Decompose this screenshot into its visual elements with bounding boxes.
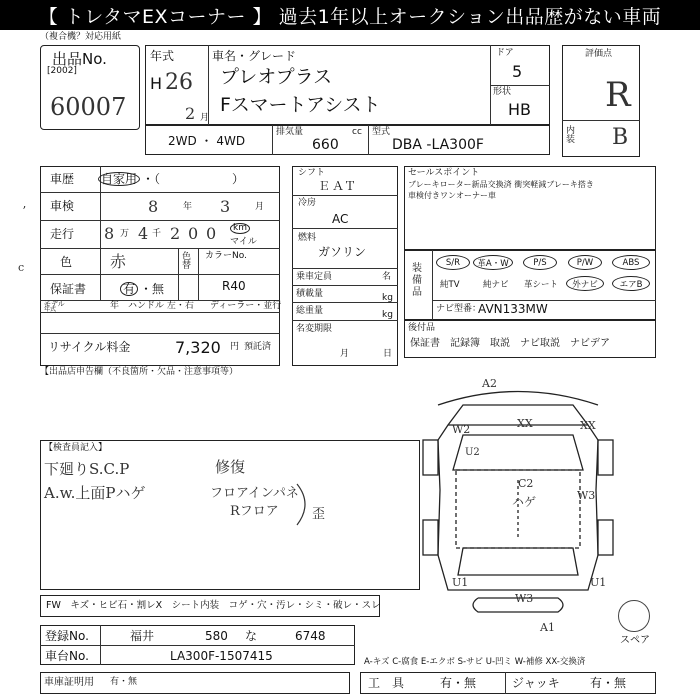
lot-sub: [2002] [47, 66, 77, 76]
mileage-km: km [230, 223, 250, 234]
mark-w2: W2 [452, 423, 471, 436]
tools-value: 有・無 [440, 676, 477, 690]
mark-a1: A1 [540, 621, 555, 634]
margin-mark-2: c [18, 261, 25, 274]
spec-box [292, 166, 398, 366]
capacity-unit2: kg [382, 293, 393, 303]
interior-label: 内装 [566, 126, 576, 145]
legend: A-キズ C-腐食 E-エクボ S-サビ U-凹ミ W-補修 XX-交換済 [364, 657, 586, 667]
recycle-value: 7,320 [175, 338, 221, 357]
mileage-label: 走行 [50, 227, 75, 241]
recycle-unit: 円 [230, 342, 240, 352]
mileage-d3: 2 [170, 224, 181, 243]
equip-tv: 純TV [440, 280, 460, 290]
mark-u1-1: U1 [452, 576, 469, 589]
attached-items: 保証書 記録簿 取説 ナビ取説 ナビデア [410, 338, 610, 349]
grade-label: 評価点 [585, 49, 613, 59]
inspector-note-2: A.w.上面Pハゲ [44, 484, 146, 502]
registration-number: 6748 [295, 629, 326, 643]
history-rest: ・（ ） [142, 172, 245, 186]
name-change-label: 名変期限 [296, 324, 333, 334]
mark-w3-2: W3 [515, 592, 534, 605]
mileage-d1: 8 [104, 224, 115, 243]
inspector-note-3: 修復 [215, 458, 246, 476]
spare-tire-icon [618, 600, 650, 632]
color-code: R40 [222, 279, 246, 293]
equip-ps: P/S [523, 255, 557, 270]
fw-row: FW キズ・ヒビ石・割レX シート内装 コゲ・穴・汚レ・シミ・破レ・スレ [46, 600, 381, 611]
notes-header: 【出品店申告欄（不良箇所・欠品・注意事項等） [40, 367, 239, 377]
attached-label: 後付品 [408, 323, 436, 333]
displacement-unit: cc [352, 127, 362, 137]
equip-airbag: エアB [612, 276, 650, 291]
mileage-d2: 4 [138, 224, 149, 243]
color-code-label: カラーNo. [205, 251, 247, 261]
model-year-label1: モデル [44, 300, 65, 308]
recycle-label: リサイクル料金 [48, 340, 131, 354]
shift-value: ＡＴ [332, 179, 357, 193]
inspector-header: 【検査員記入】 [44, 443, 108, 453]
door-label: ドア [496, 48, 514, 58]
shaken-label: 車検 [50, 199, 75, 213]
mileage-u2: 千 [152, 229, 162, 239]
equip-pw: P/W [568, 255, 602, 270]
navi-model: AVN133MW [478, 302, 548, 316]
displacement-value: 660 [312, 137, 339, 153]
mileage-mile: マイル [230, 237, 257, 247]
lot-label: 出品No. [52, 50, 107, 68]
model-value: DBA -LA300F [392, 137, 484, 153]
shape-value: HB [508, 100, 532, 119]
shift-label: シフト [298, 168, 326, 178]
chassis-value: LA300F-1507415 [170, 649, 273, 663]
inspector-note-4: フロアインパネ [210, 486, 299, 501]
mark-a2: A2 [482, 377, 497, 390]
inspector-note-5: Rフロア [230, 504, 279, 519]
year-month: 2 [185, 104, 196, 123]
mark-u1-2: U1 [590, 576, 607, 589]
mark-xx-1: XX [517, 417, 533, 430]
year-era: H [150, 74, 163, 93]
mark-w3-1: W3 [577, 489, 596, 502]
history-value: 自家用 [98, 172, 140, 186]
mark-hage: ハゲ [512, 495, 537, 509]
shape-label: 形状 [493, 87, 512, 97]
displacement-label: 排気量 [276, 127, 304, 137]
chassis-label: 車台No. [45, 649, 89, 663]
sales-point-label: セールスポイント [408, 168, 480, 178]
registration-label: 登録No. [45, 629, 89, 643]
tools-label: 工 具 [368, 676, 405, 690]
mileage-d4: 0 [188, 224, 199, 243]
model-year-unit: 年 [110, 301, 120, 311]
color-label: 色 [60, 255, 73, 269]
equip-ext-navi: 外ナビ [566, 276, 604, 291]
equip-abs: ABS [612, 255, 650, 270]
capacity-label3: 総重量 [296, 306, 324, 316]
recycle-note: 預託済 [244, 342, 272, 352]
margin-mark-1: ʼ [22, 204, 26, 218]
interior-value: B [612, 125, 629, 150]
door-value: 5 [512, 62, 523, 81]
year-label: 年式 [150, 49, 175, 63]
model-year-label2: 年式 [44, 306, 57, 313]
cert-note: 有・無 [110, 677, 138, 687]
jack-label: ジャッキ [512, 676, 560, 690]
sales-point-line2: 車検付きワンオーナー車 [408, 191, 496, 200]
title-banner: 【 トレタマEXコーナー 】 過去1年以上オークション出品歴がない車両 [0, 0, 700, 30]
name-label: 車名・グレード [212, 49, 297, 63]
spare-label: スペア [620, 635, 650, 646]
name-change-unit2: 日 [383, 349, 393, 359]
car-name: プレオプラス [220, 66, 333, 88]
jack-value: 有・無 [590, 676, 627, 690]
registration-class: 580 [205, 629, 228, 643]
registration-pref: 福井 [130, 629, 155, 643]
mark-u2: U2 [465, 447, 480, 458]
sales-point-box [404, 166, 656, 250]
capacity-label1: 乗車定員 [296, 272, 333, 282]
fuel-value: ガソリン [318, 245, 367, 259]
year-month-unit: 月 [200, 113, 210, 123]
warranty-value: 有 [120, 282, 138, 296]
equipment-label: 装備品 [412, 263, 422, 298]
capacity-unit1: 名 [382, 272, 392, 282]
equip-leather: 革シート [524, 280, 559, 290]
shift-check: Ｅ [318, 179, 331, 193]
car-grade: Fスマートアシスト [220, 94, 381, 116]
equip-navi: 純ナビ [483, 280, 509, 290]
header-note: （複合機？対応用紙 [40, 32, 122, 42]
shaken-month: 3 [220, 197, 231, 216]
warranty-label: 保証書 [50, 282, 87, 296]
capacity-unit3: kg [382, 310, 393, 320]
history-label: 車歴 [50, 172, 75, 186]
grade-value: R [605, 75, 631, 115]
drive-type: 2WD ・ 4WD [168, 134, 246, 148]
mark-xx-2: XX [580, 419, 596, 432]
mileage-d5: 0 [206, 224, 217, 243]
equip-sr: S/R [436, 255, 470, 270]
inspector-note-1: 下廻りS.C.P [44, 460, 130, 478]
inspector-note-6: 歪 [312, 507, 326, 522]
shaken-year-unit: 年 [183, 202, 193, 212]
registration-kana: な [245, 629, 258, 643]
navi-label: ナビ型番： [436, 304, 482, 314]
warranty-rest: ・無 [140, 282, 165, 296]
sales-point-line1: ブレーキローター新品交換済 衝突軽減ブレーキ搭き [408, 180, 594, 189]
aircon-label: 冷房 [298, 198, 317, 208]
left-info-box [40, 166, 280, 366]
shaken-year: 8 [148, 197, 159, 216]
dealer-label: ディーラー・並行 [210, 301, 282, 311]
color-change-label: 色替 [182, 252, 192, 271]
cert-label: 車庫証明用 [44, 677, 94, 688]
model-label: 型式 [372, 127, 391, 137]
name-change-unit: 月 [340, 349, 350, 359]
lot-number: 60007 [50, 93, 127, 121]
aircon-value: AC [332, 212, 349, 226]
mark-c2: C2 [518, 477, 534, 490]
bracket-mark [295, 482, 315, 527]
equip-aw: 革A・W [473, 255, 513, 270]
shaken-month-unit: 月 [255, 202, 265, 212]
year-value: 26 [165, 70, 193, 95]
fuel-label: 燃料 [298, 233, 317, 243]
mileage-u1: 万 [120, 229, 130, 239]
capacity-label2: 積載量 [296, 289, 324, 299]
handle-label: ハンドル 左・右 [128, 301, 194, 311]
color-value: 赤 [110, 252, 127, 271]
